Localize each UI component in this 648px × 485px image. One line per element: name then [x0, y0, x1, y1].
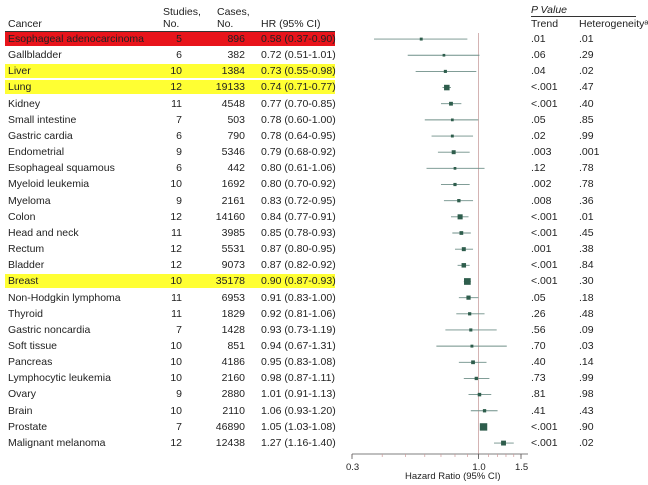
- hr-ci-text: 0.78 (0.60-1.00): [261, 113, 336, 126]
- trend-pvalue: <.001: [531, 420, 558, 433]
- studies-count: 12: [170, 210, 182, 223]
- cancer-name: Rectum: [8, 243, 45, 256]
- trend-pvalue: <.001: [531, 97, 558, 110]
- cases-count: 503: [227, 113, 245, 126]
- cancer-name: Brain: [8, 404, 33, 417]
- cancer-name: Lymphocytic leukemia: [8, 372, 111, 385]
- studies-count: 6: [176, 129, 182, 142]
- trend-pvalue: .04: [531, 65, 546, 78]
- cases-count: 5346: [221, 146, 245, 159]
- header-heterogeneity: Heterogeneityᵃ: [579, 18, 648, 30]
- studies-count: 10: [170, 65, 182, 78]
- heterogeneity-pvalue: .90: [579, 420, 594, 433]
- hr-ci-text: 0.79 (0.68-0.92): [261, 146, 336, 159]
- x-tick-label: 1.0: [472, 462, 486, 473]
- hr-point-marker: [480, 423, 487, 430]
- cases-count: 6953: [221, 291, 245, 304]
- header-pvalue: P Value: [531, 4, 567, 16]
- trend-pvalue: .001: [531, 243, 552, 256]
- hr-point-marker: [468, 312, 471, 315]
- cases-count: 12438: [215, 436, 245, 449]
- cancer-name: Breast: [8, 275, 39, 288]
- trend-pvalue: .05: [531, 291, 546, 304]
- hr-ci-text: 0.92 (0.81-1.06): [261, 307, 336, 320]
- hr-point-marker: [452, 150, 456, 154]
- hr-point-marker: [469, 328, 472, 331]
- cancer-name: Ovary: [8, 388, 37, 401]
- cancer-name: Lung: [8, 81, 32, 94]
- heterogeneity-pvalue: .29: [579, 49, 594, 62]
- hr-ci-text: 0.87 (0.82-0.92): [261, 259, 336, 272]
- hr-ci-text: 1.27 (1.16-1.40): [261, 436, 336, 449]
- cases-count: 1384: [221, 65, 245, 78]
- trend-pvalue: .05: [531, 113, 546, 126]
- hr-point-marker: [475, 377, 478, 380]
- hr-ci-text: 0.91 (0.83-1.00): [261, 291, 336, 304]
- hr-point-marker: [444, 70, 447, 73]
- hr-ci-text: 0.98 (0.87-1.11): [261, 372, 335, 385]
- studies-count: 9: [176, 194, 182, 207]
- hr-point-marker: [470, 345, 473, 348]
- trend-pvalue: .003: [531, 146, 552, 159]
- studies-count: 10: [170, 356, 182, 369]
- trend-pvalue: <.001: [531, 436, 558, 449]
- hr-ci-text: 0.84 (0.77-0.91): [261, 210, 336, 223]
- header-cancer: Cancer: [8, 18, 42, 30]
- studies-count: 12: [170, 259, 182, 272]
- studies-count: 11: [171, 97, 182, 110]
- hr-ci-text: 0.85 (0.78-0.93): [261, 226, 336, 239]
- header-hr: HR (95% CI): [261, 18, 321, 30]
- header-trend: Trend: [531, 18, 559, 30]
- hr-point-marker: [464, 278, 471, 285]
- trend-pvalue: <.001: [531, 226, 558, 239]
- heterogeneity-pvalue: .01: [579, 210, 594, 223]
- heterogeneity-pvalue: .99: [579, 129, 594, 142]
- studies-count: 9: [176, 388, 182, 401]
- cancer-name: Endometrial: [8, 146, 65, 159]
- hr-point-marker: [451, 119, 454, 122]
- heterogeneity-pvalue: .02: [579, 65, 594, 78]
- trend-pvalue: <.001: [531, 259, 558, 272]
- cases-count: 35178: [215, 275, 245, 288]
- hr-ci-text: 0.73 (0.55-0.98): [261, 65, 336, 78]
- cancer-name: Bladder: [8, 259, 45, 272]
- studies-count: 10: [170, 178, 182, 191]
- cases-count: 2161: [221, 194, 245, 207]
- heterogeneity-pvalue: .02: [579, 436, 594, 449]
- hr-ci-text: 0.80 (0.61-1.06): [261, 162, 336, 175]
- hr-ci-text: 0.80 (0.70-0.92): [261, 178, 336, 191]
- cases-count: 896: [227, 33, 245, 45]
- cases-count: 14160: [215, 210, 245, 223]
- cases-count: 1692: [221, 178, 245, 191]
- cancer-name: Non-Hodgkin lymphoma: [8, 291, 121, 304]
- cases-count: 9073: [221, 259, 245, 272]
- trend-pvalue: <.001: [531, 275, 558, 288]
- trend-pvalue: .41: [531, 404, 546, 417]
- cases-count: 4548: [221, 97, 245, 110]
- cancer-name: Head and neck: [8, 226, 79, 239]
- studies-count: 10: [170, 275, 182, 288]
- hr-point-marker: [462, 247, 466, 251]
- cases-count: 5531: [221, 243, 245, 256]
- trend-pvalue: <.001: [531, 81, 558, 94]
- cancer-name: Kidney: [8, 97, 41, 110]
- heterogeneity-pvalue: .30: [579, 275, 594, 288]
- x-tick-label: 1.5: [515, 462, 529, 473]
- heterogeneity-pvalue: .001: [579, 146, 600, 159]
- trend-pvalue: .12: [531, 162, 546, 175]
- heterogeneity-pvalue: .09: [579, 323, 594, 336]
- studies-count: 7: [176, 113, 182, 126]
- hr-ci-text: 0.95 (0.83-1.08): [261, 356, 336, 369]
- trend-pvalue: .02: [531, 129, 546, 142]
- studies-count: 11: [171, 307, 182, 320]
- hr-point-marker: [466, 296, 470, 300]
- cases-count: 4186: [221, 356, 245, 369]
- trend-pvalue: .70: [531, 339, 546, 352]
- hr-ci-text: 0.93 (0.73-1.19): [261, 323, 336, 336]
- hr-point-marker: [453, 183, 456, 186]
- hr-point-marker: [420, 38, 423, 41]
- hr-point-marker: [501, 441, 506, 446]
- trend-pvalue: .002: [531, 178, 552, 191]
- studies-count: 10: [170, 372, 182, 385]
- hr-point-marker: [478, 393, 481, 396]
- trend-pvalue: .73: [531, 372, 546, 385]
- hr-point-marker: [457, 199, 460, 202]
- cancer-name: Thyroid: [8, 307, 44, 320]
- studies-count: 12: [170, 81, 182, 94]
- cancer-name: Malignant melanoma: [8, 436, 106, 449]
- trend-pvalue: .26: [531, 307, 546, 320]
- hr-ci-text: 0.72 (0.51-1.01): [261, 49, 336, 62]
- heterogeneity-pvalue: .78: [579, 178, 594, 191]
- cases-count: 790: [227, 129, 245, 142]
- heterogeneity-pvalue: .40: [579, 97, 594, 110]
- hr-point-marker: [454, 167, 457, 170]
- cancer-name: Gastric cardia: [8, 129, 73, 142]
- heterogeneity-pvalue: .01: [579, 33, 594, 45]
- cancer-name: Gallbladder: [8, 49, 62, 62]
- hr-ci-text: 1.05 (1.03-1.08): [261, 420, 336, 433]
- hr-ci-text: 0.94 (0.67-1.31): [261, 339, 336, 352]
- cases-count: 851: [227, 339, 245, 352]
- trend-pvalue: .40: [531, 356, 546, 369]
- cancer-name: Liver: [8, 65, 31, 78]
- cancer-name: Prostate: [8, 420, 48, 433]
- cancer-name: Esophageal adenocarcinoma: [8, 33, 145, 45]
- hr-point-marker: [449, 102, 453, 106]
- hr-point-marker: [458, 214, 463, 219]
- hr-point-marker: [471, 360, 475, 364]
- studies-count: 11: [171, 226, 182, 239]
- hr-point-marker: [444, 85, 450, 91]
- hr-point-marker: [451, 135, 454, 138]
- hr-point-marker: [462, 263, 466, 267]
- studies-count: 11: [171, 291, 182, 304]
- studies-count: 10: [170, 339, 182, 352]
- hr-ci-text: 0.83 (0.72-0.95): [261, 194, 336, 207]
- cancer-name: Esophageal squamous: [8, 162, 115, 175]
- heterogeneity-pvalue: .47: [579, 81, 594, 94]
- x-tick-label: 0.3: [346, 462, 360, 473]
- hr-point-marker: [443, 54, 446, 57]
- heterogeneity-pvalue: .18: [579, 291, 594, 304]
- cancer-name: Gastric noncardia: [8, 323, 91, 336]
- studies-count: 5: [176, 33, 182, 45]
- heterogeneity-pvalue: .43: [579, 404, 594, 417]
- heterogeneity-pvalue: .99: [579, 372, 594, 385]
- heterogeneity-pvalue: .78: [579, 162, 594, 175]
- cancer-name: Soft tissue: [8, 339, 58, 352]
- hr-ci-text: 0.74 (0.71-0.77): [261, 81, 336, 94]
- trend-pvalue: .81: [531, 388, 546, 401]
- heterogeneity-pvalue: .98: [579, 388, 594, 401]
- cases-count: 1829: [221, 307, 245, 320]
- header-studies: Studies, No.: [163, 6, 201, 30]
- studies-count: 7: [176, 323, 182, 336]
- cases-count: 3985: [221, 226, 245, 239]
- hr-point-marker: [483, 409, 486, 412]
- x-axis-title: Hazard Ratio (95% CI): [405, 471, 501, 482]
- heterogeneity-pvalue: .03: [579, 339, 594, 352]
- cases-count: 2110: [222, 404, 245, 417]
- studies-count: 12: [170, 243, 182, 256]
- hr-ci-text: 0.58 (0.37-0.90): [261, 33, 336, 45]
- cases-count: 2880: [221, 388, 245, 401]
- studies-count: 9: [176, 146, 182, 159]
- hr-ci-text: 0.78 (0.64-0.95): [261, 129, 336, 142]
- studies-count: 6: [176, 49, 182, 62]
- studies-count: 7: [176, 420, 182, 433]
- hr-point-marker: [460, 231, 464, 235]
- cancer-name: Colon: [8, 210, 36, 223]
- heterogeneity-pvalue: .84: [579, 259, 594, 272]
- hr-ci-text: 0.87 (0.80-0.95): [261, 243, 336, 256]
- cancer-name: Small intestine: [8, 113, 77, 126]
- cases-count: 19133: [215, 81, 245, 94]
- studies-count: 6: [176, 162, 182, 175]
- heterogeneity-pvalue: .45: [579, 226, 594, 239]
- heterogeneity-pvalue: .36: [579, 194, 594, 207]
- trend-pvalue: .008: [531, 194, 552, 207]
- trend-pvalue: <.001: [531, 210, 558, 223]
- hr-ci-text: 0.77 (0.70-0.85): [261, 97, 336, 110]
- cancer-name: Myeloid leukemia: [8, 178, 90, 191]
- hr-ci-text: 1.01 (0.91-1.13): [261, 388, 336, 401]
- cases-count: 2160: [221, 372, 245, 385]
- hr-ci-text: 0.90 (0.87-0.93): [261, 275, 336, 288]
- trend-pvalue: .56: [531, 323, 546, 336]
- cases-count: 46890: [215, 420, 245, 433]
- cancer-name: Pancreas: [8, 356, 53, 369]
- hr-ci-text: 1.06 (0.93-1.20): [261, 404, 336, 417]
- studies-count: 12: [170, 436, 182, 449]
- heterogeneity-pvalue: .38: [579, 243, 594, 256]
- heterogeneity-pvalue: .48: [579, 307, 594, 320]
- heterogeneity-pvalue: .14: [579, 356, 594, 369]
- trend-pvalue: .01: [531, 33, 546, 45]
- studies-count: 10: [170, 404, 182, 417]
- heterogeneity-pvalue: .85: [579, 113, 594, 126]
- cases-count: 442: [227, 162, 245, 175]
- cases-count: 382: [227, 49, 245, 62]
- header-cases: Cases, No.: [217, 6, 250, 30]
- cancer-name: Myeloma: [8, 194, 51, 207]
- cases-count: 1428: [221, 323, 245, 336]
- trend-pvalue: .06: [531, 49, 546, 62]
